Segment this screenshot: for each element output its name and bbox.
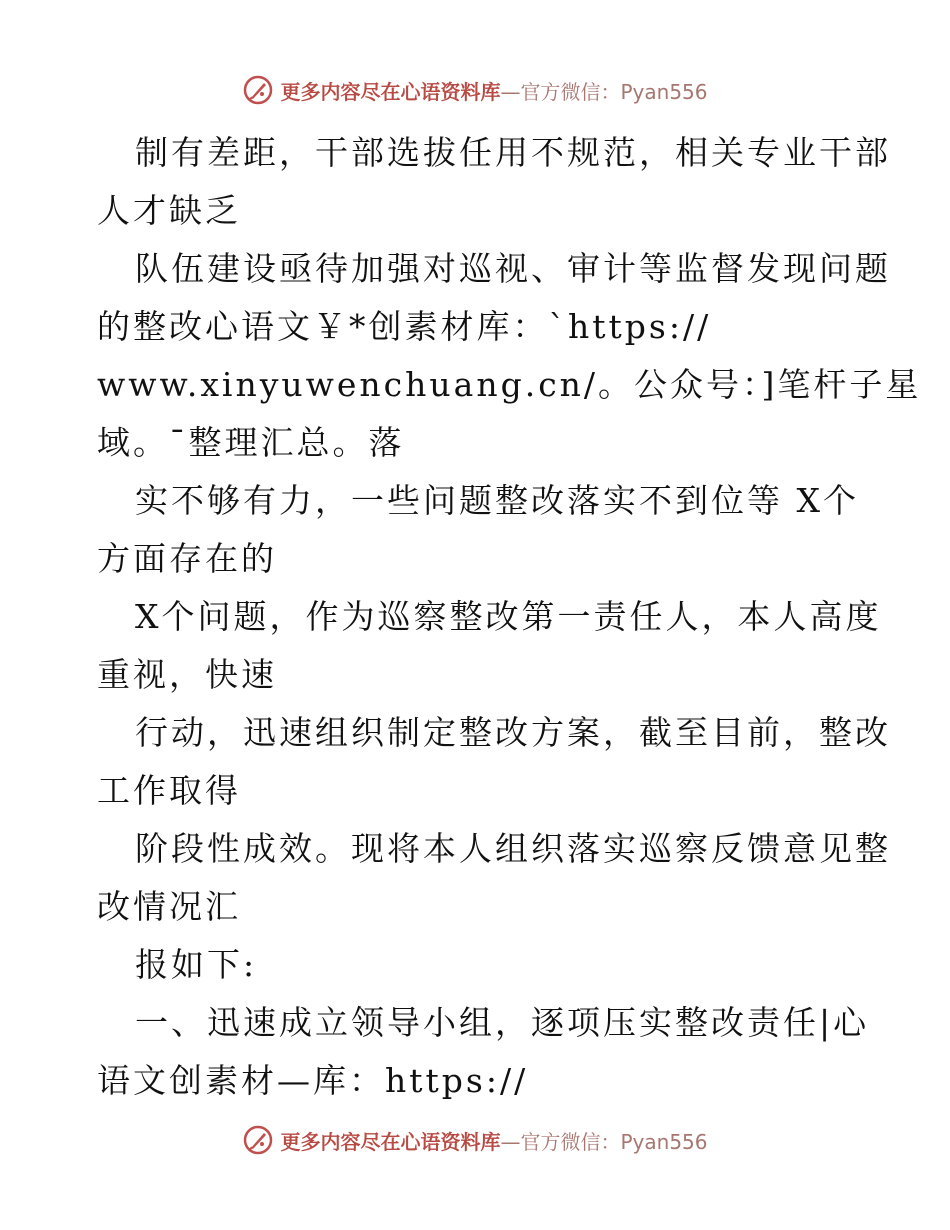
document-body [97,124,922,1110]
header-banner-inner [242,74,707,106]
quill-logo-icon [242,1124,274,1156]
body-line: 语文创素材—库：https:// [97,1061,529,1100]
body-line: 改情况汇 [97,887,241,926]
body-line: 方面存在的 [97,539,277,578]
footer-banner-inner [242,1124,707,1156]
body-line: 报如下: [135,945,258,984]
body-line: X个问题，作为巡察整改第一责任人，本人高度 [135,597,882,636]
header-banner [0,70,950,110]
body-line: 重视，快速 [97,655,277,694]
body-line: 一、迅速成立领导小组，逐项压实整改责任|心 [135,1003,870,1042]
body-line: 队伍建设亟待加强对巡视、审计等监督发现问题 [135,249,891,288]
body-line: 工作取得 [97,771,241,810]
body-line: 行动，迅速组织制定整改方案，截至目前，整改 [135,713,891,752]
body-line: 阶段性成效。现将本人组织落实巡察反馈意见整 [135,829,891,868]
footer-banner-text: 更多内容尽在心语资料库—官方微信：Pyan556 [280,1129,708,1154]
header-banner-text: 更多内容尽在心语资料库—官方微信：Pyan556 [280,79,708,104]
quill-logo-icon [242,74,274,106]
body-line: 人才缺乏 [97,191,241,230]
body-line: 域。¯整理汇总。落 [97,423,405,462]
body-line: 制有差距，干部选拔任用不规范，相关专业干部 [135,133,891,172]
footer-banner [0,1120,950,1160]
body-line: 实不够有力，一些问题整改落实不到位等 X个 [135,481,859,520]
body-line: 的整改心语文￥*创素材库：`https:// [97,307,712,346]
body-line: www.xinyuwenchuang.cn/。公众号：]笔杆子星 [97,365,922,404]
